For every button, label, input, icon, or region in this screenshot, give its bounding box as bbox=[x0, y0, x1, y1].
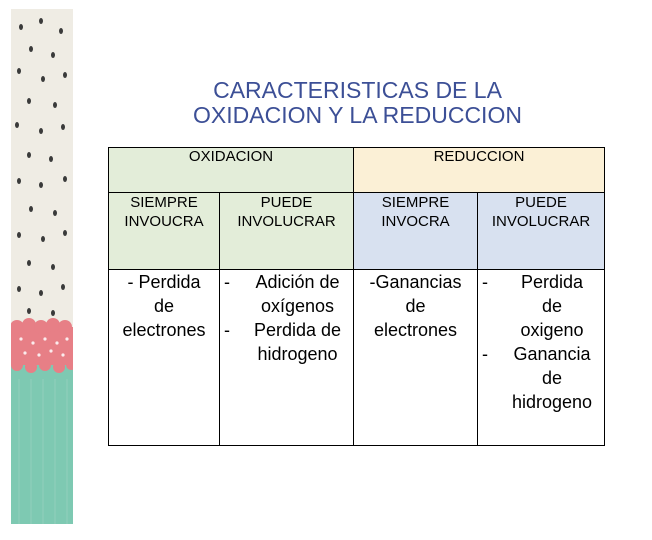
decorative-side-pattern bbox=[11, 9, 73, 524]
cell-ox-always bbox=[109, 270, 220, 446]
cell-red-may bbox=[478, 270, 605, 446]
bullet-dash: - bbox=[224, 272, 230, 292]
cell-line: electrones bbox=[122, 320, 206, 340]
subheader-text: INVOCRA bbox=[381, 213, 450, 230]
slide-title bbox=[110, 78, 605, 128]
bullet-dash: - bbox=[224, 320, 230, 340]
subheader-text: INVOLUCRAR bbox=[237, 213, 336, 230]
title-line-2: OXIDACION Y LA REDUCCION bbox=[193, 102, 522, 128]
bullet-dash: - bbox=[482, 344, 488, 364]
cell-line: Perdida bbox=[520, 272, 584, 292]
cell-line: electrones bbox=[373, 320, 458, 340]
cell-line: -Ganancias bbox=[369, 272, 462, 292]
subheader-text: SIEMPRE bbox=[381, 194, 450, 211]
cell-red-always bbox=[354, 270, 478, 446]
subheader-text: PUEDE bbox=[515, 194, 567, 211]
cell-line: Ganancia bbox=[513, 344, 591, 364]
cell-line: - Perdida bbox=[127, 272, 201, 292]
cell-line: de bbox=[405, 296, 426, 316]
subheader-red-may bbox=[478, 193, 605, 270]
subheader-text: SIEMPRE bbox=[130, 194, 198, 211]
subheader-text: INVOUCRA bbox=[124, 213, 204, 230]
subheader-ox-may bbox=[220, 193, 354, 270]
cell-line: de bbox=[153, 296, 175, 316]
cell-line: Perdida de bbox=[253, 320, 342, 340]
cell-line: oxigeno bbox=[520, 320, 584, 340]
subheader-text: INVOLUCRAR bbox=[491, 213, 591, 230]
list-item bbox=[482, 342, 600, 414]
cell-line: de bbox=[541, 296, 563, 316]
cell-line: hidrogeno bbox=[511, 392, 593, 412]
cell-line: oxígenos bbox=[260, 296, 335, 316]
title-line-1: CARACTERISTICAS DE LA bbox=[213, 77, 502, 103]
cell-ox-may bbox=[220, 270, 354, 446]
subheader-ox-always bbox=[109, 193, 220, 270]
subheader-red-always bbox=[354, 193, 478, 270]
cell-line: hidrogeno bbox=[257, 344, 338, 364]
bullet-dash: - bbox=[482, 272, 488, 292]
characteristics-table bbox=[108, 147, 605, 446]
list-item bbox=[224, 270, 349, 318]
header-oxidacion: OXIDACION bbox=[109, 148, 354, 193]
cell-line: Adición de bbox=[255, 272, 340, 292]
list-item bbox=[482, 270, 600, 342]
subheader-text: PUEDE bbox=[260, 194, 313, 211]
list-item bbox=[224, 318, 349, 366]
header-reduccion: REDUCCION bbox=[354, 148, 605, 193]
cell-line: de bbox=[541, 368, 563, 388]
